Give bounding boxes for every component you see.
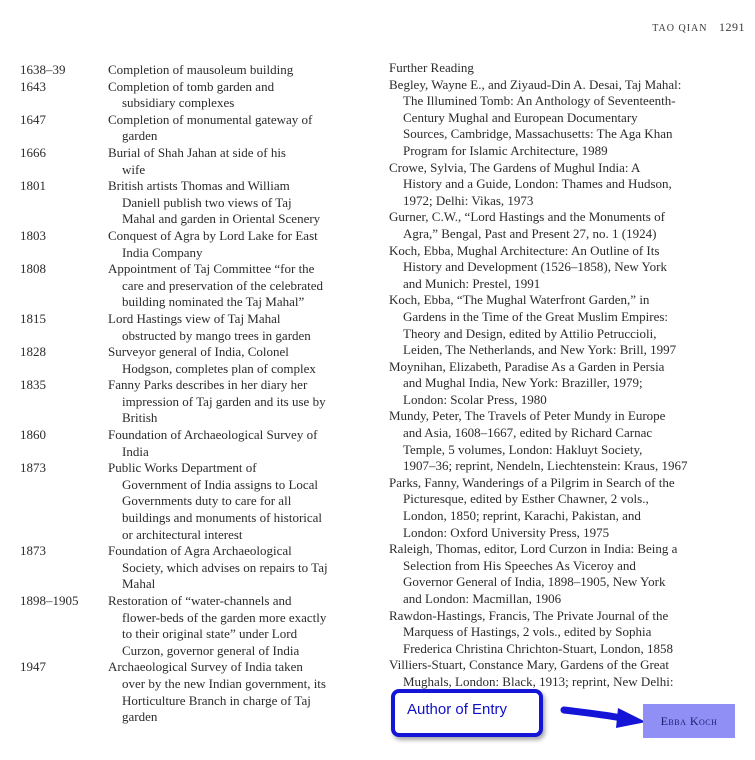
chronology-row bbox=[20, 344, 370, 377]
bibliography-line: Century Mughal and European Documentary bbox=[403, 109, 638, 125]
chronology-event bbox=[108, 228, 370, 261]
bibliography-line: The Illumined Tomb: An Anthology of Seventeenth- bbox=[403, 93, 676, 109]
chronology-event-line: Completion of tomb garden and bbox=[108, 78, 275, 94]
chronology-event bbox=[108, 593, 370, 659]
bibliography-entry bbox=[389, 657, 739, 690]
chronology-event-line: buildings and monuments of historical bbox=[122, 510, 323, 526]
running-head-title: TAO QIAN bbox=[652, 23, 708, 34]
chronology-row bbox=[20, 62, 370, 79]
chronology-year: 1873 bbox=[20, 543, 46, 559]
chronology-event-line: Horticulture Branch in charge of Taj bbox=[122, 692, 311, 708]
chronology-event-line: Completion of mausoleum building bbox=[108, 62, 294, 77]
bibliography-entry bbox=[389, 408, 739, 474]
bibliography-line: Agra,” Bengal, Past and Present 27, no. 1 (1924) bbox=[403, 225, 657, 241]
chronology-row bbox=[20, 377, 370, 427]
chronology-event-line: Appointment of Taj Committee “for the bbox=[108, 261, 315, 277]
bibliography-line: Frederica Christina Chrichton-Stuart, London, 1858 bbox=[403, 640, 674, 656]
chronology-row bbox=[20, 659, 370, 725]
bibliography-line: Koch, Ebba, “The Mughal Waterfront Garden,” in bbox=[389, 292, 650, 308]
chronology-year: 1873 bbox=[20, 460, 46, 476]
chronology-event-line: Mahal bbox=[122, 576, 156, 592]
author-callout-box bbox=[391, 689, 543, 737]
chronology-row bbox=[20, 261, 370, 311]
chronology-list bbox=[20, 62, 370, 726]
chronology-event-line: British artists Thomas and William bbox=[108, 178, 290, 194]
chronology-event-line: flower-beds of the garden more exactly bbox=[122, 609, 327, 625]
chronology-year: 1835 bbox=[20, 377, 46, 393]
chronology-event-line: India Company bbox=[122, 244, 203, 260]
chronology-row bbox=[20, 79, 370, 112]
chronology-event-line: Surveyor general of India, Colonel bbox=[108, 344, 289, 360]
chronology-year: 1647 bbox=[20, 111, 46, 127]
bibliography-line: and London: Macmillan, 1906 bbox=[403, 591, 562, 606]
further-reading-list bbox=[389, 77, 739, 691]
author-name: Ebba Koch bbox=[660, 713, 718, 728]
bibliography-line: Gurner, C.W., “Lord Hastings and the Monuments of bbox=[389, 209, 665, 225]
chronology-year: 1828 bbox=[20, 344, 46, 360]
chronology-row bbox=[20, 427, 370, 460]
further-reading-heading: Further Reading bbox=[389, 60, 474, 75]
bibliography-line: Koch, Ebba, Mughal Architecture: An Outline of Its bbox=[389, 242, 660, 258]
chronology-event-line: to their original state” under Lord bbox=[122, 626, 298, 642]
chronology-row bbox=[20, 145, 370, 178]
chronology-event bbox=[108, 112, 370, 145]
chronology-event bbox=[108, 178, 370, 228]
chronology-event-line: Archaeological Survey of India taken bbox=[108, 659, 303, 675]
chronology-event-line: impression of Taj garden and its use by bbox=[122, 393, 326, 409]
chronology-event-line: Burial of Shah Jahan at side of his bbox=[108, 144, 286, 160]
bibliography-line: Leiden, The Netherlands, and New York: Brill, 1997 bbox=[403, 342, 677, 358]
bibliography-line: Picturesque, edited by Esther Chawner, 2 vols., bbox=[403, 491, 649, 507]
chronology-event-line: or architectural interest bbox=[122, 526, 243, 542]
chronology-event bbox=[108, 62, 370, 79]
chronology-event-line: garden bbox=[122, 709, 158, 725]
further-reading-section bbox=[389, 60, 739, 691]
chronology-year: 1898–1905 bbox=[20, 593, 79, 608]
chronology-event-line: Lord Hastings view of Taj Mahal bbox=[108, 310, 281, 326]
chronology-event-line: Foundation of Archaeological Survey of bbox=[108, 427, 318, 443]
author-name-highlight bbox=[643, 704, 735, 738]
bibliography-line: Theory and Design, edited by Attilio Petruccioli, bbox=[403, 325, 657, 341]
chronology-year: 1643 bbox=[20, 78, 46, 94]
chronology-year: 1666 bbox=[20, 144, 46, 160]
chronology-event-line: Governments duty to care for all bbox=[122, 493, 292, 509]
chronology-event-line: Mahal and garden in Oriental Scenery bbox=[122, 211, 321, 227]
chronology-event-line: Society, which advises on repairs to Taj bbox=[122, 559, 328, 575]
chronology-year: 1808 bbox=[20, 261, 46, 277]
bibliography-line: Marquess of Hastings, 2 vols., edited by Sophia bbox=[403, 624, 652, 640]
chronology-event bbox=[108, 460, 370, 543]
bibliography-line: and Asia, 1608–1667, edited by Richard Carnac bbox=[403, 425, 653, 441]
chronology-row bbox=[20, 543, 370, 593]
bibliography-entry bbox=[389, 359, 739, 409]
chronology-event-line: Restoration of “water-channels and bbox=[108, 593, 292, 608]
bibliography-line: Governor General of India, 1898–1905, New York bbox=[403, 574, 666, 590]
chronology-event bbox=[108, 145, 370, 178]
bibliography-line: and Mughal India, New York: Braziller, 1979; bbox=[403, 375, 643, 391]
chronology-year: 1638–39 bbox=[20, 62, 66, 77]
bibliography-line: 1907–36; reprint, Nendeln, Liechtenstein: Kraus, 1967 bbox=[403, 458, 688, 474]
bibliography-line: History and a Guide, London: Thames and Hudson, bbox=[403, 176, 672, 192]
chronology-event-line: subsidiary complexes bbox=[122, 95, 235, 111]
bibliography-line: Moynihan, Elizabeth, Paradise As a Garden in Persia bbox=[389, 358, 665, 374]
bibliography-line: Begley, Wayne E., and Ziyaud-Din A. Desai, Taj Mahal: bbox=[389, 76, 682, 92]
bibliography-line: Rawdon-Hastings, Francis, The Private Journal of the bbox=[389, 607, 669, 623]
bibliography-entry bbox=[389, 292, 739, 358]
chronology-year: 1815 bbox=[20, 310, 46, 326]
bibliography-line: Program for Islamic Architecture, 1989 bbox=[403, 142, 608, 158]
bibliography-line: London: Scolar Press, 1980 bbox=[403, 391, 547, 407]
bibliography-entry bbox=[389, 608, 739, 658]
chronology-event-line: Fanny Parks describes in her diary her bbox=[108, 377, 308, 393]
bibliography-entry bbox=[389, 77, 739, 160]
chronology-event bbox=[108, 377, 370, 427]
bibliography-line: Mundy, Peter, The Travels of Peter Mundy in Europe bbox=[389, 408, 666, 424]
chronology-event-line: wife bbox=[122, 161, 146, 177]
running-head bbox=[652, 20, 745, 35]
bibliography-line: London, 1850; reprint, Karachi, Pakistan, and bbox=[403, 508, 641, 524]
chronology-event bbox=[108, 79, 370, 112]
bibliography-entry bbox=[389, 160, 739, 210]
bibliography-line: Sources, Cambridge, Massachusetts: The Aga Khan bbox=[403, 126, 673, 142]
chronology-event bbox=[108, 427, 370, 460]
bibliography-line: Temple, 5 volumes, London: Hakluyt Society, bbox=[403, 441, 643, 457]
bibliography-line: Villiers-Stuart, Constance Mary, Gardens of the Great bbox=[389, 657, 669, 673]
chronology-event-line: care and preservation of the celebrated bbox=[122, 277, 324, 293]
chronology-event bbox=[108, 543, 370, 593]
chronology-event bbox=[108, 659, 370, 725]
bibliography-line: 1972; Delhi: Vikas, 1973 bbox=[403, 192, 534, 208]
chronology-event-line: Government of India assigns to Local bbox=[122, 476, 319, 492]
chronology-event-line: Conquest of Agra by Lord Lake for East bbox=[108, 227, 318, 243]
chronology-year: 1860 bbox=[20, 427, 46, 443]
bibliography-line: London: Oxford University Press, 1975 bbox=[403, 524, 610, 540]
chronology-event-line: Hodgson, completes plan of complex bbox=[122, 360, 316, 376]
arrow-right-icon bbox=[560, 700, 650, 730]
chronology-event bbox=[108, 344, 370, 377]
chronology-row bbox=[20, 112, 370, 145]
chronology-event-line: British bbox=[122, 410, 158, 426]
chronology-event-line: India bbox=[122, 443, 149, 459]
chronology-year: 1803 bbox=[20, 227, 46, 243]
chronology-event-line: Public Works Department of bbox=[108, 460, 257, 476]
callout-label: Author of Entry bbox=[407, 701, 508, 718]
chronology-year: 1801 bbox=[20, 178, 46, 194]
chronology-year: 1947 bbox=[20, 659, 46, 675]
chronology-row bbox=[20, 228, 370, 261]
chronology-event-line: building nominated the Taj Mahal” bbox=[122, 294, 305, 310]
chronology-event-line: Daniell publish two views of Taj bbox=[122, 194, 292, 210]
chronology-event bbox=[108, 311, 370, 344]
bibliography-entry bbox=[389, 475, 739, 541]
bibliography-line: Crowe, Sylvia, The Gardens of Mughul India: A bbox=[389, 159, 641, 175]
chronology-event-line: garden bbox=[122, 128, 158, 144]
chronology-event-line: Curzon, governor general of India bbox=[122, 642, 300, 658]
chronology-row bbox=[20, 311, 370, 344]
chronology-event-line: Foundation of Agra Archaeological bbox=[108, 543, 292, 559]
bibliography-entry bbox=[389, 243, 739, 293]
chronology-row bbox=[20, 593, 370, 659]
chronology-event-line: over by the new Indian government, its bbox=[122, 675, 326, 691]
bibliography-entry bbox=[389, 209, 739, 242]
chronology-row bbox=[20, 460, 370, 543]
chronology-row bbox=[20, 178, 370, 228]
chronology-event-line: obstructed by mango trees in garden bbox=[122, 327, 311, 343]
bibliography-entry bbox=[389, 541, 739, 607]
bibliography-line: Parks, Fanny, Wanderings of a Pilgrim in Search of the bbox=[389, 474, 675, 490]
page-number: 1291 bbox=[719, 20, 745, 34]
bibliography-line: Selection from His Speeches As Viceroy and bbox=[403, 557, 636, 573]
bibliography-line: Mughals, London: Black, 1913; reprint, New Delhi: bbox=[403, 673, 674, 689]
bibliography-line: and Munich: Prestel, 1991 bbox=[403, 275, 541, 291]
chronology-event bbox=[108, 261, 370, 311]
bibliography-line: History and Development (1526–1858), New York bbox=[403, 259, 667, 275]
bibliography-line: Raleigh, Thomas, editor, Lord Curzon in India: Being a bbox=[389, 541, 678, 557]
chronology-event-line: Completion of monumental gateway of bbox=[108, 111, 313, 127]
bibliography-line: Gardens in the Time of the Great Muslim Empires: bbox=[403, 308, 669, 324]
